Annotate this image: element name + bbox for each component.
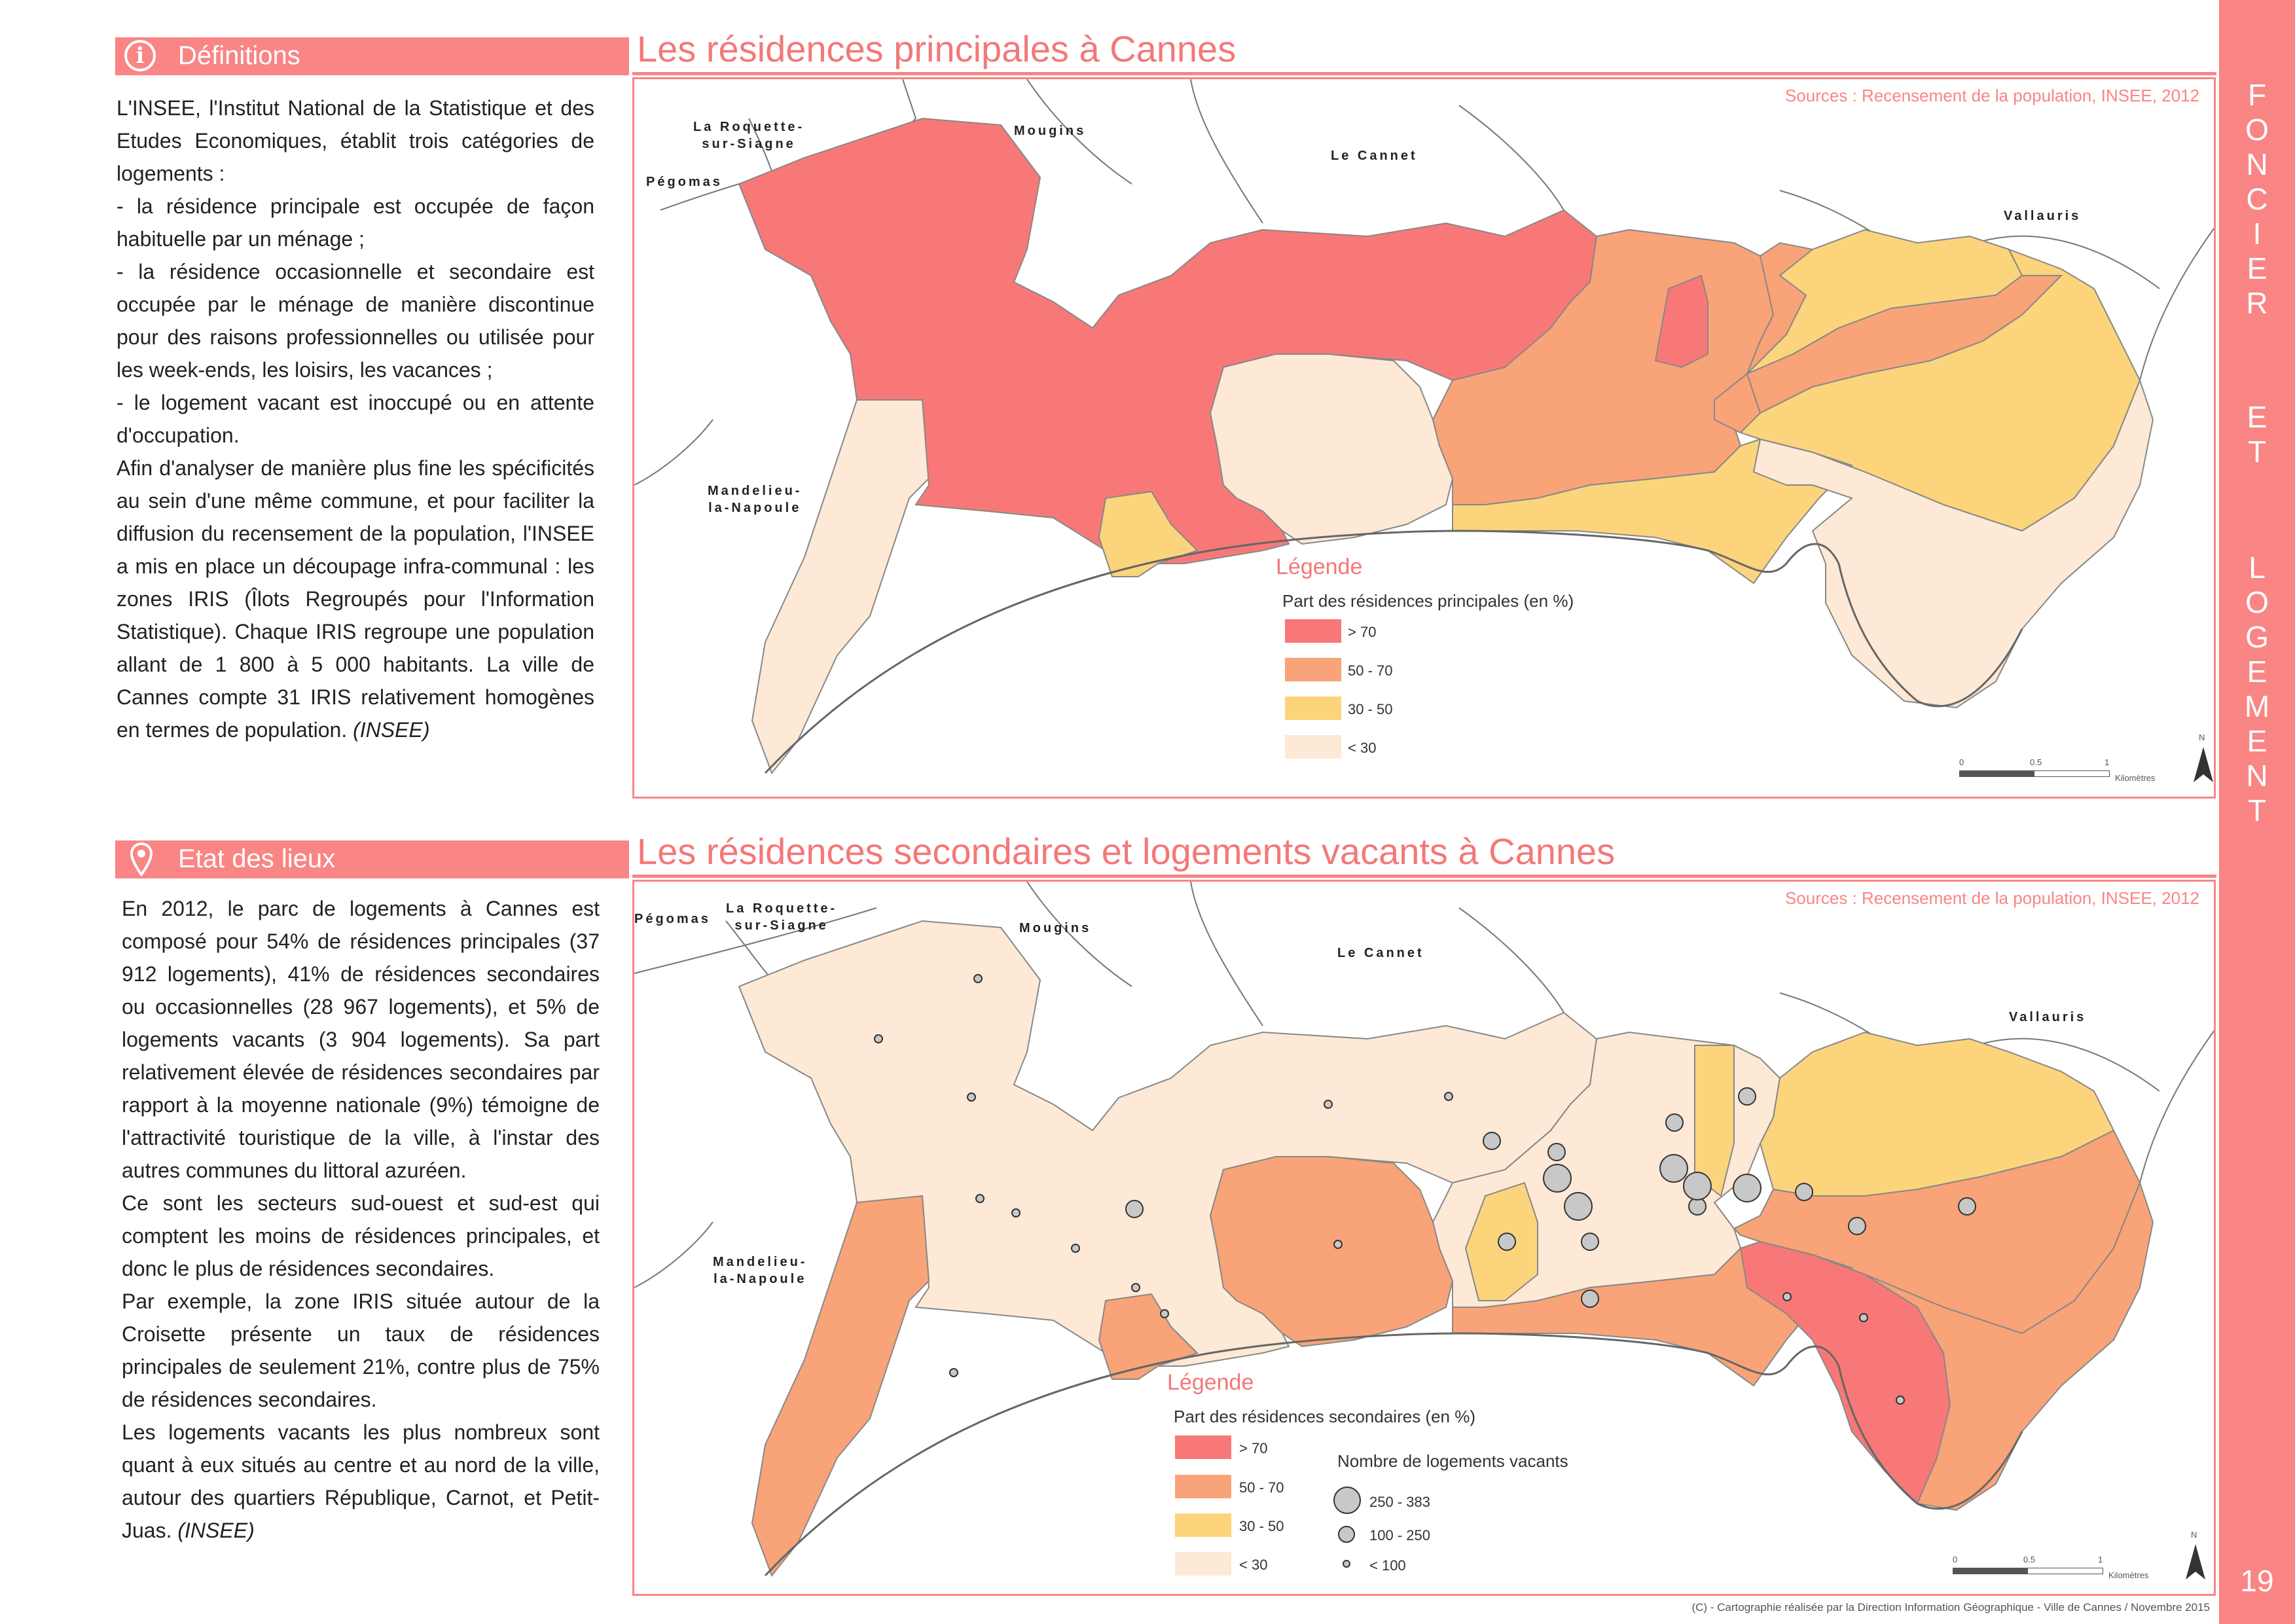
scale-unit: Kilomètres — [2108, 1570, 2149, 1580]
scale-bar — [1953, 1568, 2103, 1574]
town-line: la-Napoule — [714, 1272, 807, 1286]
town-line: La Roquette- — [726, 901, 838, 916]
legend-swatch-over-70 — [1175, 1435, 1231, 1459]
town-label-pegomas: Pégomas — [646, 175, 723, 189]
definitions-text — [117, 92, 594, 746]
definitions-paragraph: - la résidence principale est occupée de façon habituelle par un ménage ; — [117, 194, 594, 251]
scale-tick: 0.5 — [2023, 1555, 2036, 1564]
boundary-line — [634, 1222, 713, 1288]
etat-paragraph: Ce sont les secteurs sud-ouest et sud-est qui comptent les moins de résidences principales, et donc le plus de résidences secondaires. — [122, 1191, 600, 1280]
iris-polygons — [739, 118, 2153, 773]
legend-swatch-50-70 — [1285, 658, 1341, 681]
vacant-legend-label: 250 - 383 — [1369, 1494, 1430, 1510]
definitions-title: Définitions — [178, 41, 300, 70]
vacant-legend-title: Nombre de logements vacants — [1337, 1451, 1568, 1471]
definitions-header — [115, 37, 629, 75]
vacant-circle-large — [1544, 1164, 1571, 1192]
legend-swatch-30-50 — [1285, 696, 1341, 720]
footer-credit: (C) - Cartographie réalisée par la Direction Information Géographique - Ville de Cannes / Novembre 2015 — [1691, 1601, 2210, 1614]
definitions-paragraph: - le logement vacant est inoccupé ou en attente d'occupation. — [117, 391, 594, 447]
iris-zone — [752, 393, 929, 773]
etat-citation: (INSEE) — [177, 1519, 255, 1542]
sidebar-letter: G — [2245, 620, 2269, 654]
vacant-circle-small — [1161, 1310, 1168, 1318]
boundary-line — [1459, 105, 1564, 210]
sidebar-letter: I — [2252, 217, 2262, 251]
map2-source: Sources : Recensement de la population, INSEE, 2012 — [1784, 888, 2199, 908]
vacant-circle-medium — [1548, 1144, 1565, 1161]
vacant-circle-medium — [1498, 1233, 1515, 1250]
vacant-circle-small — [974, 975, 982, 983]
scale-tick: 1 — [2105, 757, 2110, 767]
legend-label: 50 - 70 — [1239, 1479, 1284, 1496]
town-label-mandelieu — [713, 1254, 807, 1288]
legend-swatch-over-70 — [1285, 619, 1341, 643]
north-arrow-icon — [2184, 1543, 2207, 1582]
town-label-cannet: Le Cannet — [1331, 149, 1418, 163]
vacant-circle-medium — [1126, 1200, 1143, 1218]
legend-label: < 30 — [1348, 740, 1377, 756]
sidebar-letter: M — [2244, 689, 2270, 723]
sidebar-letter: E — [2247, 655, 2268, 689]
town-label-mougins: Mougins — [1019, 921, 1092, 935]
map2-title: Les résidences secondaires et logements vacants à Cannes — [637, 831, 1616, 872]
town-label-vallauris: Vallauris — [2009, 1010, 2087, 1024]
sidebar-letter: F — [2247, 78, 2267, 112]
town-line: sur-Siagne — [734, 918, 829, 933]
north-label: N — [2199, 732, 2205, 742]
sidebar-letter: O — [2245, 585, 2269, 619]
map1-legend-subtitle: Part des résidences principales (en %) — [1282, 591, 1574, 611]
sidebar-letter: T — [2247, 435, 2267, 469]
scale-tick: 1 — [2098, 1555, 2103, 1564]
vacant-circle-small — [1783, 1293, 1791, 1301]
etat-paragraph-text: Les logements vacants les plus nombreux sont quant à eux situés au centre et au nord de la ville, autour des quartiers République, Carnot, et Petit-Juas. — [122, 1420, 600, 1542]
town-label-pegomas: Pégomas — [634, 912, 711, 926]
sidebar-letter: R — [2246, 286, 2268, 320]
boundary-line — [1459, 908, 1564, 1013]
definitions-paragraph: - la résidence occasionnelle et secondaire est occupée par le ménage de manière discontinue pour des raisons professionnelles ou utilisée pour les week-ends, les loisirs, les vacances ; — [117, 260, 594, 382]
vacant-circle-medium — [1959, 1198, 1976, 1215]
vacant-circle-small — [1012, 1209, 1020, 1217]
town-line: Mandelieu- — [713, 1255, 808, 1269]
vacant-legend-label: 100 - 250 — [1369, 1527, 1430, 1543]
definitions-paragraph-text: Afin d'analyser de manière plus fine les spécificités au sein d'une même commune, et pour faciliter la diffusion du recensement de la population, l'INSEE a mis en place un découpage infra-communal : les zones IRIS (Îlots Regroupés pour l'Information Statistique). Chaque IRIS regroupe une population allant de 1 800 à 5 000 habitants. La ville de Cannes compte 31 IRIS relativement homogènes en termes de population. — [117, 456, 594, 742]
legend-label: 30 - 50 — [1239, 1518, 1284, 1534]
definitions-paragraph: L'INSEE, l'Institut National de la Statistique et des Etudes Economiques, établit trois catégories de logements : — [117, 96, 594, 185]
legend-swatch-30-50 — [1175, 1513, 1231, 1537]
scale-tick: 0 — [1953, 1555, 1958, 1564]
legend-label: 50 - 70 — [1348, 662, 1393, 679]
vacant-legend-circle-small — [1343, 1560, 1350, 1568]
chapter-sidebar — [2219, 0, 2295, 1624]
vacant-circle-medium — [1849, 1218, 1866, 1235]
boundary-line — [634, 420, 713, 485]
vacant-circle-small — [976, 1195, 984, 1202]
town-label-roquette — [726, 900, 837, 934]
vacant-circle-small — [1072, 1244, 1079, 1252]
town-label-roquette — [693, 118, 804, 153]
etat-paragraph — [122, 1416, 600, 1547]
town-line: sur-Siagne — [702, 137, 796, 151]
etat-title: Etat des lieux — [178, 844, 336, 873]
vacant-legend-circle-large — [1333, 1487, 1361, 1514]
definitions-paragraph — [117, 452, 594, 746]
map2-canvas — [634, 882, 2216, 1596]
vacant-circle-small — [950, 1369, 958, 1377]
map2-legend-title: Légende — [1167, 1370, 1254, 1395]
boundary-line — [1191, 882, 1263, 1026]
vacant-circle-small — [1132, 1284, 1140, 1291]
legend-label: 30 - 50 — [1348, 701, 1393, 717]
scale-bar-fill — [1953, 1568, 2028, 1574]
map1-title: Les résidences principales à Cannes — [637, 28, 1237, 69]
sidebar-letter: E — [2247, 400, 2268, 434]
legend-swatch-under-30 — [1175, 1552, 1231, 1576]
vacant-legend-label: < 100 — [1369, 1557, 1406, 1574]
boundary-line — [1191, 79, 1263, 223]
iris-zone — [752, 1196, 929, 1576]
map1-title-rule — [632, 72, 2216, 75]
etat-header — [115, 840, 629, 878]
vacant-circle-small — [1860, 1314, 1868, 1322]
sidebar-letter: N — [2246, 147, 2268, 181]
etat-paragraph: Par exemple, la zone IRIS située autour de la Croisette présente un taux de résidences principales de seulement 21%, contre plus de 75% de résidences secondaires. — [122, 1290, 600, 1411]
scale-unit: Kilomètres — [2115, 773, 2156, 783]
etat-text — [122, 892, 600, 1547]
map1-canvas — [634, 79, 2216, 799]
town-label-cannet: Le Cannet — [1337, 946, 1424, 960]
legend-label: < 30 — [1239, 1557, 1268, 1573]
vacant-circle-medium — [1581, 1233, 1599, 1250]
vacant-circle-medium — [1796, 1183, 1813, 1200]
legend-label: > 70 — [1348, 624, 1377, 640]
etat-paragraph: En 2012, le parc de logements à Cannes est composé pour 54% de résidences principales (37 912 logements), 41% de résidences secondaires ou occasionnelles (28 967 logements), et 5% de logements vacants (3 904 logements). Sa part relativement élevée de résidences secondaires par rapport à la moyenne nationale (9%) témoigne de l'attractivité touristique de la ville, à l'instar des autres communes du littoral azuréen. — [122, 897, 600, 1182]
definitions-citation: (INSEE) — [353, 718, 430, 742]
town-line: la-Napoule — [708, 501, 802, 515]
scale-bar — [1959, 770, 2110, 777]
town-label-mougins: Mougins — [1014, 124, 1087, 138]
vacant-circle-medium — [1483, 1132, 1500, 1149]
scale-tick: 0.5 — [2030, 757, 2042, 767]
vacant-circle-large — [1564, 1193, 1592, 1220]
vacant-circle-small — [1896, 1396, 1904, 1404]
vacant-circle-small — [1324, 1100, 1332, 1108]
vacant-circle-small — [1334, 1240, 1342, 1248]
map1-legend-title: Légende — [1276, 554, 1363, 579]
coastline — [765, 1333, 1839, 1576]
vacant-circle-large — [1660, 1155, 1688, 1182]
sidebar-letter: C — [2246, 182, 2268, 216]
sidebar-letter: N — [2246, 759, 2268, 793]
vacant-legend-circle-medium — [1338, 1526, 1355, 1543]
vacant-circle-medium — [1739, 1088, 1756, 1105]
vacant-circle-small — [967, 1093, 975, 1101]
vacant-circle-medium — [1581, 1290, 1599, 1307]
sidebar-letter: L — [2249, 550, 2266, 585]
iris-polygons — [739, 921, 2153, 1576]
vacant-circle-large — [1684, 1172, 1711, 1200]
town-label-vallauris: Vallauris — [2004, 209, 2082, 223]
map2-title-rule — [632, 875, 2216, 878]
vacant-circle-small — [1445, 1092, 1453, 1100]
sidebar-letter: O — [2245, 113, 2269, 147]
scale-tick: 0 — [1959, 757, 1964, 767]
map2-legend-subtitle: Part des résidences secondaires (en %) — [1174, 1407, 1476, 1426]
scale-bar-fill — [1960, 771, 2034, 776]
vacant-circle-large — [1733, 1174, 1761, 1202]
sidebar-letter: T — [2247, 793, 2267, 827]
legend-swatch-under-30 — [1285, 735, 1341, 759]
info-icon: i — [124, 40, 156, 71]
sidebar-letter: E — [2247, 251, 2268, 285]
legend-swatch-50-70 — [1175, 1475, 1231, 1498]
map-pin-icon — [130, 842, 153, 877]
town-label-mandelieu — [708, 482, 802, 516]
sidebar-letter: E — [2247, 724, 2268, 758]
north-arrow-icon — [2192, 746, 2214, 785]
town-line: Mandelieu- — [708, 484, 803, 498]
town-line: La Roquette- — [693, 120, 805, 134]
map1-source: Sources : Recensement de la population, INSEE, 2012 — [1784, 86, 2199, 105]
map2-frame — [632, 880, 2216, 1596]
legend-label: > 70 — [1239, 1440, 1268, 1456]
map1-frame — [632, 77, 2216, 799]
page-number: 19 — [2240, 1564, 2274, 1598]
north-label: N — [2191, 1530, 2197, 1540]
vacant-circle-medium — [1666, 1114, 1683, 1131]
vacant-circle-small — [875, 1035, 882, 1043]
